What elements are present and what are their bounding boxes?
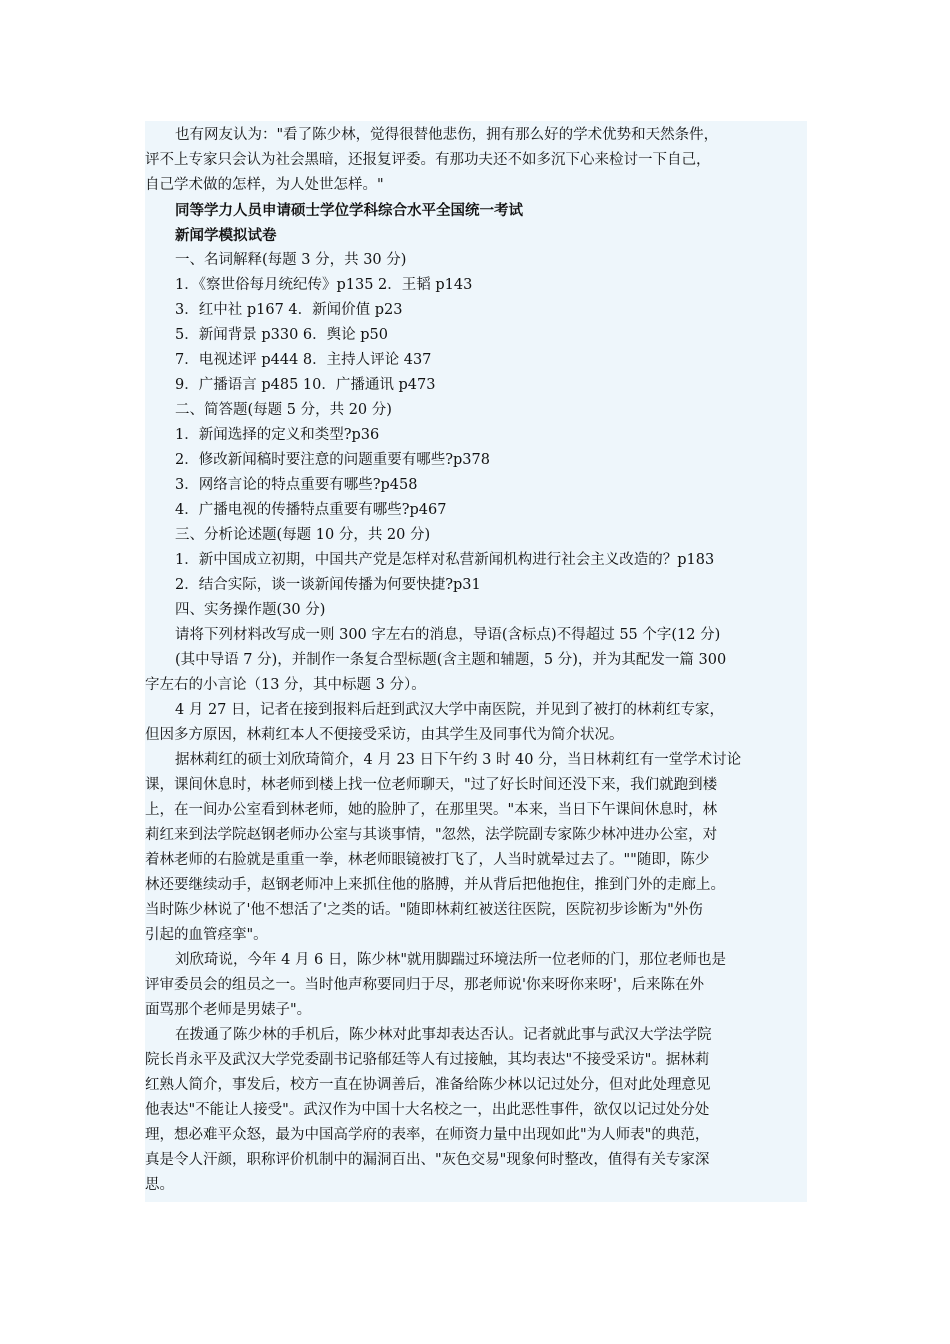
netizen-paragraph-line: 自己学术做的怎样，为人处世怎样。": [145, 177, 384, 193]
question-item: 7．电视述评 p444 8．主持人评论 437: [175, 352, 432, 368]
material-paragraph-line: 但因多方原因，林莉红本人不便接受采访，由其学生及同事代为简介状况。: [145, 727, 624, 743]
material-paragraph-line: 真是令人汗颜，职称评价机制中的漏洞百出、"灰色交易"现象何时整改，值得有关专家深: [145, 1152, 710, 1168]
question-item: 3．网络言论的特点重要有哪些?p458: [175, 477, 418, 493]
material-paragraph-line: 院长肖永平及武汉大学党委副书记骆郁廷等人有过接触，其均表达"不接受采访"。据林莉: [145, 1052, 710, 1068]
netizen-paragraph-line: 也有网友认为："看了陈少林，觉得很替他悲伤，拥有那么好的学术优势和天然条件，: [175, 127, 719, 143]
question-item: 1．新中国成立初期，中国共产党是怎样对私营新闻机构进行社会主义改造的？p183: [175, 552, 715, 568]
section-heading: 二、简答题(每题 5 分，共 20 分): [175, 402, 392, 418]
instruction-line: 字左右的小言论（13 分，其中标题 3 分）。: [145, 677, 426, 693]
material-paragraph-line: 刘欣琦说，今年 4 月 6 日，陈少林"就用脚踹过环境法所一位老师的门，那位老师也是: [175, 952, 727, 968]
question-item: 1．《察世俗每月统纪传》p135 2．王韬 p143: [175, 277, 473, 293]
instruction-line: (其中导语 7 分)，并制作一条复合型标题(含主题和辅题，5 分)，并为其配发一篇 300: [175, 652, 727, 668]
material-paragraph-line: 课，课间休息时，林老师到楼上找一位老师聊天，"过了好长时间还没下来，我们就跑到楼: [145, 777, 718, 793]
material-paragraph-line: 思。: [145, 1177, 174, 1193]
material-paragraph-line: 林还要继续动手，赵钢老师冲上来抓住他的胳膊，并从背后把他抱住，推到门外的走廊上。: [145, 877, 725, 893]
exam-title: 同等学力人员申请硕士学位学科综合水平全国统一考试: [175, 202, 523, 219]
question-item: 3．红中社 p167 4．新闻价值 p23: [175, 302, 403, 318]
material-paragraph-line: 据林莉红的硕士刘欣琦简介，4 月 23 日下午约 3 时 40 分，当日林莉红有一堂学术讨论: [175, 752, 742, 768]
question-item: 1．新闻选择的定义和类型?p36: [175, 427, 380, 443]
material-paragraph-line: 评审委员会的组员之一。当时他声称要同归于尽，那老师说'你来呀你来呀'，后来陈在外: [145, 977, 704, 993]
material-paragraph-line: 他表达"不能让人接受"。武汉作为中国十大名校之一，出此恶性事件，欲仅以记过处分处: [145, 1102, 710, 1118]
material-paragraph-line: 在拨通了陈少林的手机后，陈少林对此事却表达否认。记者就此事与武汉大学法学院: [175, 1027, 712, 1043]
section-heading: 四、实务操作题(30 分): [175, 602, 326, 618]
material-paragraph-line: 面骂那个老师是男婊子"。: [145, 1002, 312, 1018]
question-item: 2．修改新闻稿时要注意的问题重要有哪些?p378: [175, 452, 490, 468]
instruction-line: 请将下列材料改写成一则 300 字左右的消息，导语(含标点)不得超过 55 个字(12 分): [175, 627, 721, 643]
material-paragraph-line: 莉红来到法学院赵钢老师办公室与其谈事情，"忽然，法学院副专家陈少林冲进办公室，对: [145, 827, 718, 843]
exam-subtitle: 新闻学模拟试卷: [175, 227, 277, 244]
question-item: 2．结合实际，谈一谈新闻传播为何要快捷?p31: [175, 577, 481, 593]
material-paragraph-line: 理，想必难平众怒，最为中国高学府的表率，在师资力量中出现如此"为人师表"的典范，: [145, 1127, 710, 1143]
question-item: 4．广播电视的传播特点重要有哪些?p467: [175, 502, 447, 518]
question-item: 9．广播语言 p485 10．广播通讯 p473: [175, 377, 436, 393]
material-paragraph-line: 当时陈少林说了'他不想活了'之类的话。"随即林莉红被送往医院，医院初步诊断为"外伤: [145, 902, 703, 918]
question-item: 5．新闻背景 p330 6．舆论 p50: [175, 327, 388, 343]
section-heading: 一、名词解释(每题 3 分，共 30 分): [175, 252, 407, 268]
material-paragraph-line: 红熟人简介，事发后，校方一直在协调善后，准备给陈少林以记过处分，但对此处理意见: [145, 1077, 711, 1093]
material-paragraph-line: 上，在一间办公室看到林老师，她的脸肿了，在那里哭。"本来，当日下午课间休息时，林: [145, 802, 718, 818]
material-paragraph-line: 引起的血管痉挛"。: [145, 927, 268, 943]
document-body: [145, 121, 807, 1202]
section-heading: 三、分析论述题(每题 10 分，共 20 分): [175, 527, 431, 543]
netizen-paragraph-line: 评不上专家只会认为社会黑暗，还报复评委。有那功夫还不如多沉下心来检讨一下自己，: [145, 152, 711, 168]
material-paragraph-line: 4 月 27 日，记者在接到报料后赶到武汉大学中南医院，并见到了被打的林莉红专家，: [175, 702, 725, 718]
material-paragraph-line: 着林老师的右脸就是重重一拳，林老师眼镜被打飞了，人当时就晕过去了。""随即，陈少: [145, 852, 710, 868]
